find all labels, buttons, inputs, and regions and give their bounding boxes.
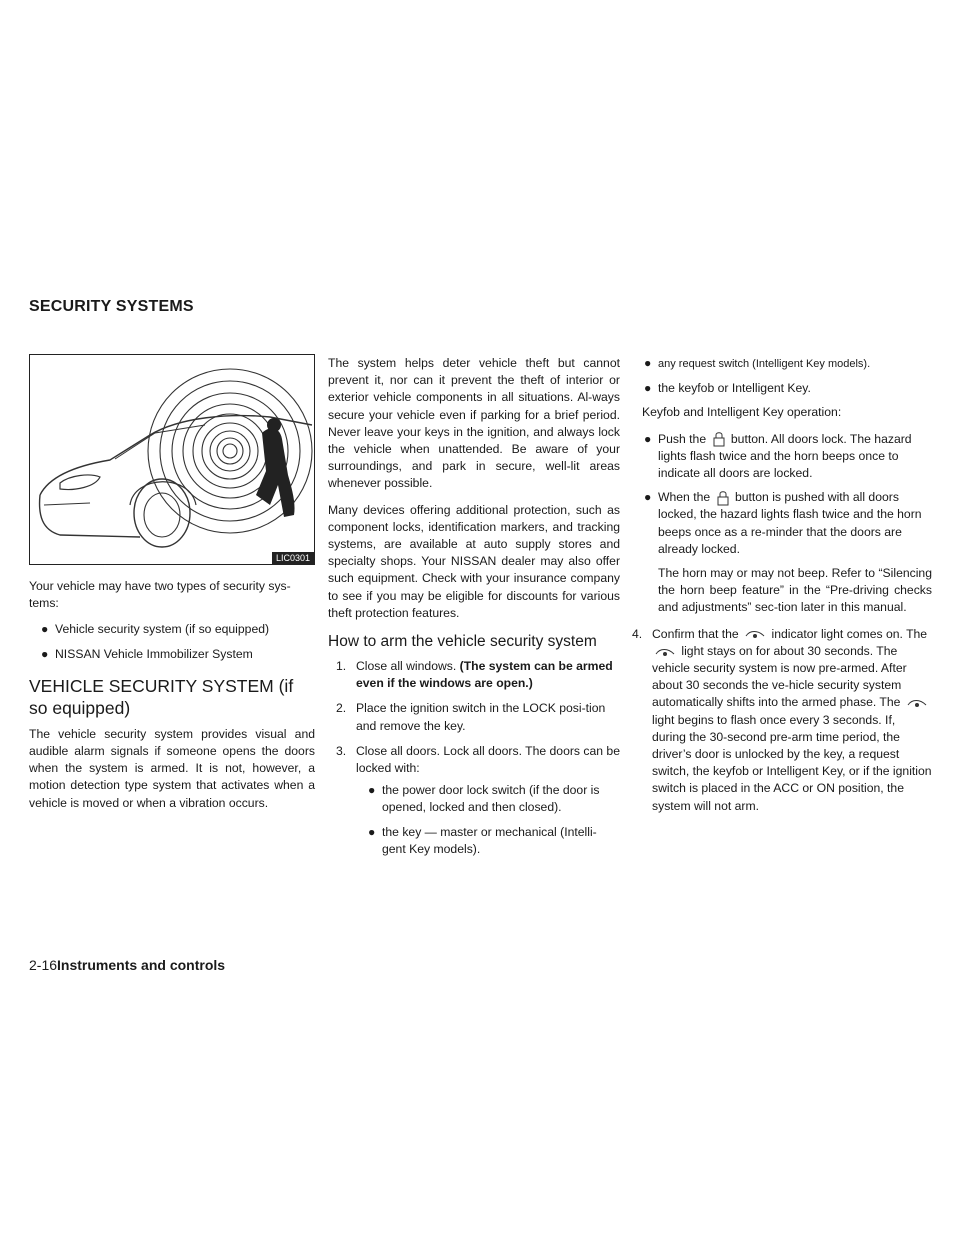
lock-icon — [712, 431, 726, 447]
security-indicator-icon — [744, 628, 766, 640]
list-item: ● the key — master or mechanical (Intelli-gent Key models). — [368, 824, 597, 856]
body-paragraph: The vehicle security system provides visual and audible alarm signals if someone opens the doors when the system is armed. It is not, however, a motion detection type system that activates when a vehicle is moved or when a vibration occurs. — [29, 726, 315, 810]
security-indicator-icon — [906, 697, 928, 709]
bullet-icon: ● — [368, 824, 376, 839]
horn-paragraph: The horn may or may not beep. Refer to “Silencing the horn beep feature” in the “Pre-driving checks and adjustments” sec-tion later in this manual. — [658, 566, 932, 615]
step-1: 1. Close all windows. (The system can be armed even if the windows are open.) — [336, 659, 613, 691]
bullet-icon: ● — [644, 381, 652, 396]
list-item: ● When the button is pushed with all doors locked, the hazard lights flash twice and the horn beeps once as a re-minder that the doors are already locked. — [644, 490, 922, 556]
list-item: ● the keyfob or Intelligent Key. — [642, 380, 932, 397]
body-paragraph: The system helps deter vehicle theft but cannot prevent it, nor can it prevent the theft of interior or exterior vehicle components in all situations. Al-ways secure your vehicle even if parking for a brief period. Never leave your keys in the ignition, and always lock the vehicle when unattended. Be aware of your surroundings, and park in secure, well-lit areas whenever possible. — [328, 356, 620, 491]
figure-code: LIC0301 — [272, 552, 314, 564]
step-2: 2. Place the ignition switch in the LOCK posi-tion and remove the key. — [336, 701, 606, 733]
bullet-icon: ● — [41, 622, 49, 637]
column-2 — [328, 355, 620, 866]
section-heading: VEHICLE SECURITY SYSTEM (if so equipped) — [29, 675, 294, 718]
car-security-illustration — [29, 354, 315, 565]
column-3 — [632, 355, 932, 823]
bullet-icon: ● — [41, 646, 49, 661]
list-item: ● Push the button. All doors lock. The hazard lights flash twice and the horn beeps once to indicate all doors are locked. — [644, 431, 912, 481]
list-item: ● Vehicle security system (if so equipped) — [39, 621, 315, 638]
chapter-title: Instruments and controls — [57, 957, 226, 973]
list-item: ● any request switch (Intelligent Key models). — [642, 355, 932, 373]
car-illustration — [30, 355, 315, 565]
security-indicator-icon — [654, 646, 676, 658]
page-number: 2-16 — [29, 957, 58, 973]
body-paragraph: Many devices offering additional protection, such as component locks, identification markers, and tracking systems, are available at auto supply stores and specialty shops. Your NISSAN dealer may also offer such equipment. Check with your insurance company to see if you may be eligible for discounts for various theft protection features. — [328, 502, 620, 620]
page-footer — [29, 957, 225, 973]
list-item: ● NISSAN Vehicle Immobilizer System — [39, 646, 315, 663]
lock-icon — [716, 490, 730, 506]
bullet-icon: ● — [644, 431, 652, 446]
step-3: 3. Close all doors. Lock all doors. The doors can be locked with: ● the power door lock switch (if the door is opened, locked and then closed). ● the key — master or mechanical (Intelli-gent Key models). — [336, 743, 620, 858]
step-4: 4. Confirm that the indicator light comes on. The light stays on for about 30 seconds. The vehicle security system is now pre-armed. After about 30 seconds the ve-hicle security system automatically shifts into the armed phase. The light begins to flash once every 3 seconds. If, during the 30-second pre-arm time period, the driver’s door is unlocked by the key, a request switch, the keyfob or Intelligent Key, or if the ignition switch is placed in the ACC or ON position, the system will not arm. — [632, 626, 932, 813]
intro-text: Your vehicle may have two types of security sys-tems: — [29, 579, 291, 611]
keyfob-heading: Keyfob and Intelligent Key operation: — [642, 405, 842, 420]
subsection-heading: How to arm the vehicle security system — [328, 633, 597, 651]
list-item: ● the power door lock switch (if the door is opened, locked and then closed). — [368, 783, 600, 815]
section-header: SECURITY SYSTEMS — [29, 298, 194, 315]
bullet-icon: ● — [644, 490, 652, 505]
column-1 — [29, 578, 315, 821]
bullet-icon: ● — [644, 356, 652, 370]
bullet-icon: ● — [368, 783, 376, 798]
